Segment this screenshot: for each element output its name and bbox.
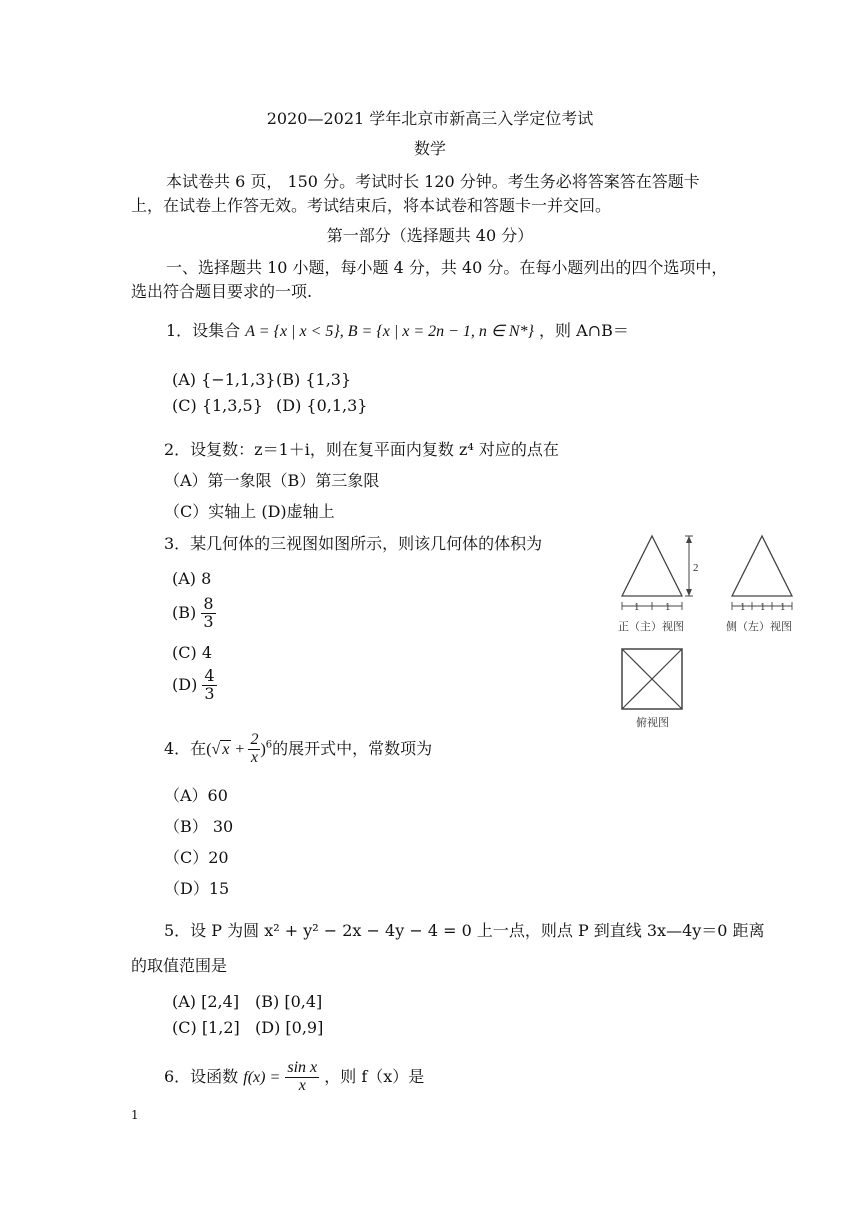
q1-math: A = {x | x < 5}, B = {x | x = 2n − 1, n ∈ N*} [245, 323, 534, 340]
subject-title: 数学 [413, 139, 446, 158]
q1-option-c: (C) {1,3,5} [172, 396, 263, 415]
q3-option-b-label: (B) [172, 602, 197, 622]
q2-options-cd: （C）实轴上 (D)虚轴上 [164, 502, 335, 521]
q6-frac-den: x [298, 1076, 306, 1094]
q4-fraction [248, 732, 260, 767]
front-dim-left: 1 [634, 603, 640, 613]
q4-prefix: 4．在 [164, 738, 207, 758]
q3-option-d [172, 668, 217, 703]
q6-suffix: ，则 f（x）是 [324, 1066, 425, 1086]
q1-option-b: (B) {1,3} [276, 370, 352, 389]
top-view-label: 俯视图 [636, 716, 669, 729]
q5-option-a: (A) [2,4] [172, 992, 240, 1011]
q3-option-b-denominator: 3 [203, 611, 214, 631]
q5-option-c: (C) [1,2] [172, 1018, 240, 1037]
question-1-stem [166, 318, 629, 341]
q1-option-a: (A) {−1,1,3} [172, 370, 276, 389]
q6-frac-num: sin x [287, 1059, 318, 1076]
q4-option-d: （D）15 [164, 879, 230, 898]
instructions-line-1: 本试卷共 6 页， 150 分。考试时长 120 分钟。考生务必将答案答在答题卡 [166, 172, 700, 191]
q3-option-b-fraction [201, 596, 215, 631]
q3-option-b-numerator: 8 [203, 594, 214, 613]
q3-option-a: (A) 8 [172, 569, 212, 588]
side-view-triangle [732, 536, 792, 596]
q3-option-d-numerator: 4 [204, 666, 215, 685]
q3-option-b [172, 596, 216, 631]
q3-option-d-denominator: 3 [204, 683, 215, 703]
q3-option-c: (C) 4 [172, 643, 212, 662]
q2-options-ab: （A）第一象限（B）第三象限 [164, 471, 380, 490]
front-view-triangle [622, 536, 682, 596]
q5-option-d: (D) [0,9] [255, 1018, 324, 1037]
q4-option-a: （A）60 [164, 786, 228, 805]
page-number: 1 [131, 1108, 139, 1122]
q6-fx: f(x) = [243, 1068, 281, 1086]
question-3-stem: 3．某几何体的三视图如图所示，则该几何体的体积为 [164, 534, 543, 553]
q1-prefix: 1．设集合 [166, 321, 241, 340]
front-view-label: 正（主）视图 [618, 620, 684, 633]
question-2-stem: 2．设复数：z＝1＋i，则在复平面内复数 z⁴ 对应的点在 [164, 440, 559, 459]
q4-frac-num: 2 [250, 731, 259, 748]
question-5-line-2: 的取值范围是 [131, 956, 228, 975]
q6-prefix: 6．设函数 [164, 1066, 239, 1086]
part-intro-line-2: 选出符合题目要求的一项. [131, 282, 313, 301]
q6-fraction [285, 1060, 319, 1095]
q4-suffix: 的展开式中，常数项为 [272, 738, 433, 758]
three-view-figure [610, 528, 810, 732]
part-title: 第一部分（选择题共 40 分） [326, 226, 534, 245]
side-dim-3: 1 [780, 603, 786, 613]
question-5-line-1: 5．设 P 为圆 x² + y² − 2x − 4y − 4 = 0 上一点，则点 P 到直线 3x—4y＝0 距离 [164, 921, 765, 940]
front-dim-right: 1 [665, 603, 671, 613]
q1-suffix: ，则 A∩B＝ [539, 321, 629, 340]
part-intro-line-1: 一、选择题共 10 小题，每小题 4 分，共 40 分。在每小题列出的四个选项中， [166, 258, 728, 277]
q5-option-b: (B) [0,4] [255, 992, 323, 1011]
question-6-stem [164, 1060, 424, 1095]
side-dim-2: 1 [760, 603, 766, 613]
q4-option-b: （B） 30 [164, 817, 234, 836]
q4-frac-den: x [250, 748, 258, 766]
exam-title: 2020—2021 学年北京市新高三入学定位考试 [266, 109, 594, 128]
q3-option-d-label: (D) [172, 674, 198, 694]
side-dim-1: 1 [740, 603, 746, 613]
side-view-label: 侧（左）视图 [726, 620, 792, 633]
q1-option-d: (D) {0,1,3} [276, 396, 368, 415]
q4-sqrt-x: x [222, 740, 230, 758]
q4-option-c: （C）20 [164, 848, 229, 867]
instructions-line-2: 上，在试卷上作答无效。考试结束后，将本试卷和答题卡一并交回。 [131, 196, 612, 215]
q4-exponent: 6 [265, 739, 273, 751]
q3-option-d-fraction [202, 668, 216, 703]
height-label: 2 [693, 562, 699, 574]
question-4-stem: 4．在(√ x + $\frac{2}{x}$ )$^6$的展开式中，常数项为 [164, 731, 433, 766]
